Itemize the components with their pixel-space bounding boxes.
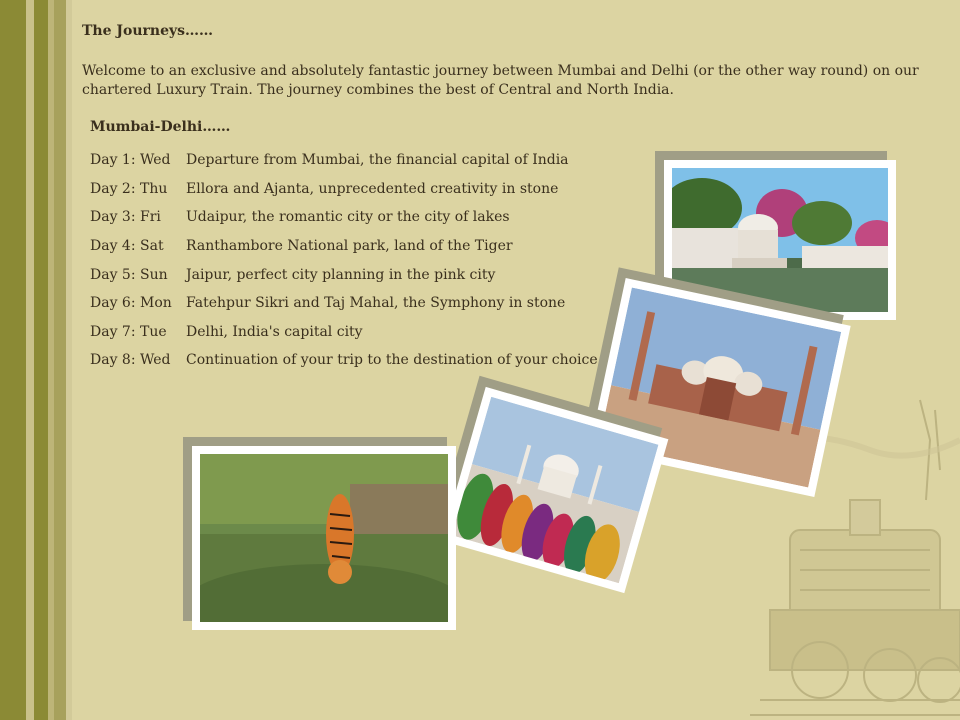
decor-stripe [0, 0, 26, 720]
itinerary-description: Ranthambore National park, land of the Tiger [186, 238, 513, 255]
tiger-in-water-photo [192, 446, 456, 630]
itinerary-description: Udaipur, the romantic city or the city of lakes [186, 209, 510, 226]
itinerary-row [90, 232, 610, 261]
itinerary-description: Ellora and Ajanta, unprecedented creativity in stone [186, 180, 559, 197]
itinerary-day: Day 4: Sat [90, 238, 164, 255]
decor-stripe [66, 0, 72, 720]
itinerary-day: Day 6: Mon [90, 295, 172, 312]
itinerary-day: Day 2: Thu [90, 180, 168, 197]
itinerary-row [90, 289, 610, 318]
itinerary-list [90, 146, 610, 375]
decor-stripe [34, 0, 48, 720]
itinerary-day: Day 7: Tue [90, 323, 167, 340]
itinerary-day: Day 3: Fri [90, 209, 161, 226]
intro-paragraph: Welcome to an exclusive and absolutely fantastic journey between Mumbai and Delhi (or the other way round) on our chartered Luxury Train. The journey combines the best of Central and North India. [82, 63, 919, 98]
itinerary-row [90, 318, 610, 347]
decor-stripe [26, 0, 34, 720]
route-title: Mumbai-Delhi…… [90, 119, 231, 135]
itinerary-day: Day 8: Wed [90, 352, 171, 369]
itinerary-day: Day 5: Sun [90, 266, 168, 283]
itinerary-row [90, 260, 610, 289]
itinerary-row [90, 203, 610, 232]
page-title: The Journeys…… [82, 23, 213, 39]
itinerary-row [90, 175, 610, 204]
itinerary-description: Departure from Mumbai, the financial capital of India [186, 152, 569, 169]
itinerary-description: Fatehpur Sikri and Taj Mahal, the Symphony in stone [186, 295, 566, 312]
itinerary-description: Delhi, India's capital city [186, 323, 363, 340]
decor-stripe [54, 0, 66, 720]
itinerary-description: Jaipur, perfect city planning in the pink city [186, 266, 496, 283]
itinerary-day: Day 1: Wed [90, 152, 171, 169]
itinerary-row [90, 146, 610, 175]
itinerary-row [90, 346, 610, 375]
itinerary-description: Continuation of your trip to the destination of your choice [186, 352, 598, 369]
